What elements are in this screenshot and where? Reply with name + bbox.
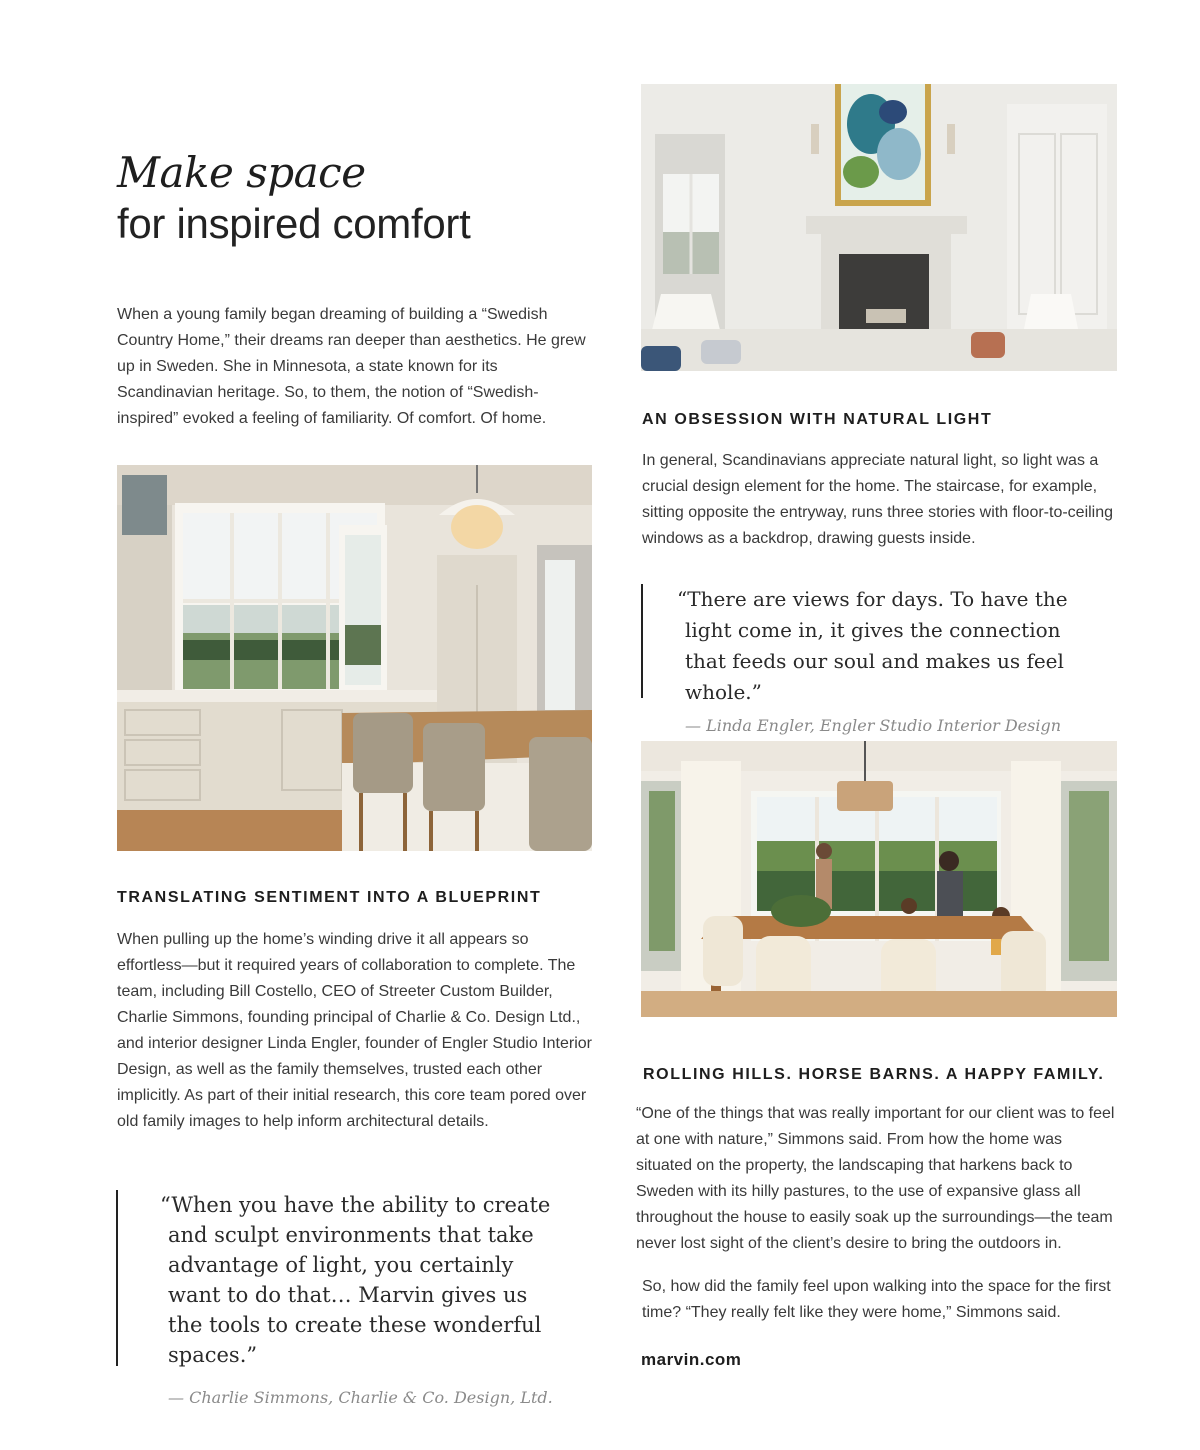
happy-family-paragraph-2: So, how did the family feel upon walking into the space for the first time? “They really felt like they were home,” Simmons said. (642, 1278, 1111, 1321)
pullquote-simmons (116, 1190, 620, 1407)
dining-room-photo (641, 741, 1117, 1017)
page-title-italic: Make space (117, 148, 366, 197)
heading-natural-light: AN OBSESSION WITH NATURAL LIGHT (642, 411, 993, 428)
pullquote-engler-text: “There are views for days. To have the light come in, it gives the connection that feeds our soul and makes us feel whole.” (677, 587, 1068, 704)
pullquote-simmons-attribution: — Charlie Simmons, Charlie & Co. Design, Ltd. (168, 1388, 553, 1407)
site-link[interactable]: marvin.com (641, 1350, 742, 1369)
happy-family-paragraph-1: “One of the things that was really important for our client was to feel at one with nature,” Simmons said. From how the home was situated on the property, the landscaping that harkens back to Sweden with its hilly pastures, to the use of expansive glass all throughout the house to easily soak up the surroundings—the team never lost sight of the client’s desire to bring the outdoors in. (636, 1105, 1115, 1252)
living-room-photo (641, 84, 1117, 371)
kitchen-photo (117, 465, 592, 851)
natural-light-paragraph: In general, Scandinavians appreciate natural light, so light was a crucial design element for the home. The staircase, for example, sitting opposite the entryway, runs three stories with floor-to-ceiling windows as a backdrop, drawing guests inside. (642, 452, 1114, 547)
pullquote-simmons-text: “When you have the ability to create and sculpt environments that take advantage of light, you certainly want to do that… Marvin gives us the tools to create these wonderful spaces.” (160, 1193, 551, 1367)
blueprint-paragraph: When pulling up the home’s winding drive it all appears so effortless—but it required years of collaboration to complete. The team, including Bill Costello, CEO of Streeter Custom Builder, Charlie Simmons, founding principal of Charlie & Co. Design Ltd., and interior designer Linda Engler, founder of Engler Studio Interior Design, as well as the family themselves, trusted each other implicitly. As part of their initial research, this core team pored over old family images to help inform architectural details. (117, 931, 592, 1130)
pullquote-engler (641, 584, 1117, 735)
heading-blueprint: TRANSLATING SENTIMENT INTO A BLUEPRINT (117, 889, 542, 906)
pullquote-engler-attribution: — Linda Engler, Engler Studio Interior Design (685, 716, 1062, 735)
page-title-subtitle: for inspired comfort (117, 200, 471, 247)
heading-happy-family: ROLLING HILLS. HORSE BARNS. A HAPPY FAMILY. (643, 1066, 1105, 1083)
intro-paragraph: When a young family began dreaming of building a “Swedish Country Home,” their dreams ran deeper than aesthetics. He grew up in Sweden. She in Minnesota, a state known for its Scandinavian heritage. So, to them, the notion of “Swedish-inspired” evoked a feeling of familiarity. Of comfort. Of home. (117, 306, 586, 427)
